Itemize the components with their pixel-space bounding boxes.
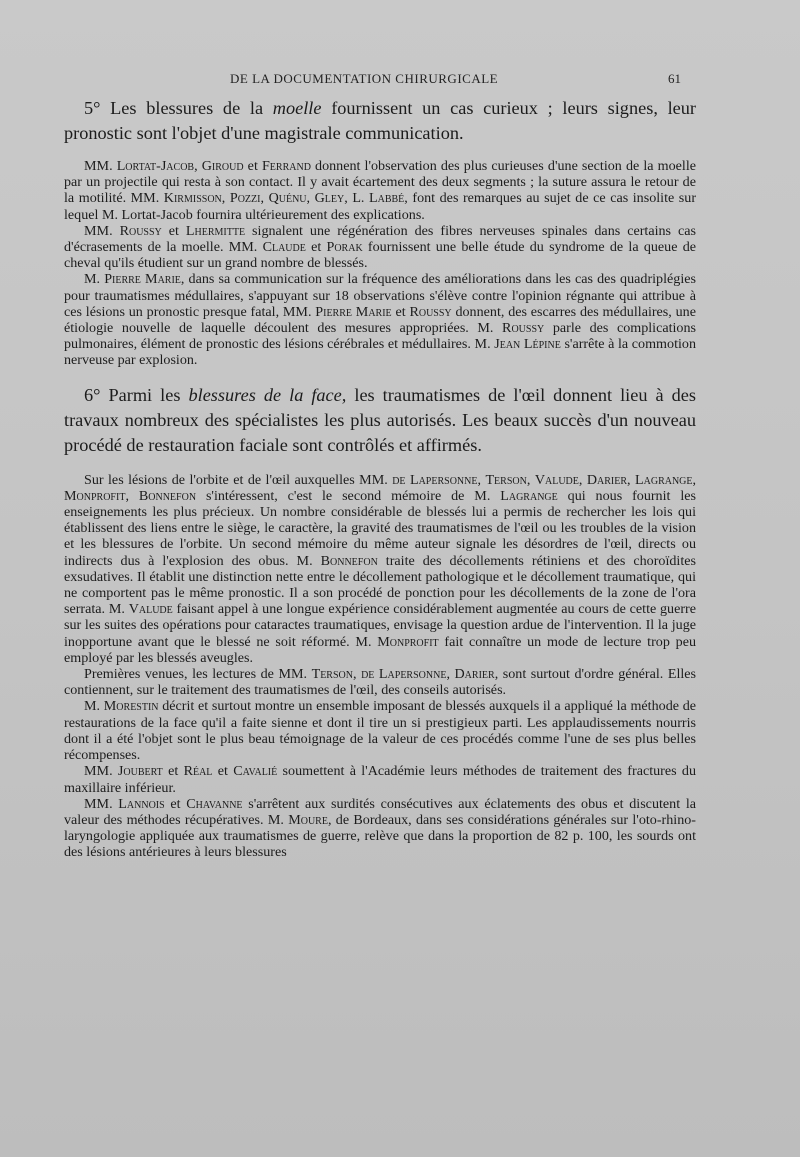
paragraph-morestin: M. Morestin décrit et surtout montre un ensemble imposant de blessés auxquels il a appliqué la méthode de restaurations de la face qu'il a faite sienne et dont il tire un si prestigieux parti. Les applaudissements nourris dont il a été l'objet sont le plus beau témoignage de la valeur de ces procédés comme l'une de ses plus belles récompenses.: [64, 698, 696, 764]
paragraph-lortat-jacob: MM. Lortat-Jacob, Giroud et Ferrand donnent l'observation des plus curieuses d'une section de la moelle par un projectile qui resta à son contact. Il y avait écartement des deux segments ; la suture assura le retour de la motilité. MM. Kirmisson, Pozzi, Quénu, Gley, L. Labbé, font des remarques au sujet de ce cas insolite sur lequel M. Lortat-Jacob fournira ultérieurement des explications.: [64, 158, 697, 223]
running-title: DE LA DOCUMENTATION CHIRURGICALE: [230, 71, 499, 86]
paragraph-roussy-lhermitte: MM. Roussy et Lhermitte signalent une régénération des fibres nerveuses spinales dans certains cas d'écrasements de la moelle. MM. Claude et Porak fournissent une belle étude du syndrome de la queue de cheval qu'ils étudient sur un grand nombre de blessés.: [64, 222, 697, 272]
section-heading-moelle: 5° Les blessures de la moelle fournissent un cas curieux ; leurs signes, leur pronostic sont l'objet d'une magistrale communication.: [64, 98, 696, 143]
page-header: [0, 68, 800, 90]
paragraph-pierre-marie: M. Pierre Marie, dans sa communication sur la fréquence des améliorations dans les cas des quadriplégies pour traumatismes médullaires, s'appuyant sur 18 observations s'élève contre l'opinion régnante qui attribue à ces lésions un pronostic presque fatal, MM. Pierre Marie et Roussy donnent, des escarres des médullaires, une étiologie nouvelle de laquelle découlent des mesures appropriées. M. Roussy parle des complications pulmonaires, élément de pronostic des lésions cérébrales et médullaires. M. Jean Lépine s'arrête à la commotion nerveuse par explosion.: [64, 271, 697, 369]
page-body: [64, 96, 696, 861]
page-number: 61: [668, 71, 681, 86]
paragraph-premieres-venues: Premières venues, les lectures de MM. Terson, de Lapersonne, Darier, sont surtout d'ordre général. Elles contiennent, sur le traitement des traumatismes de l'œil, des conseils autorisés.: [64, 666, 697, 699]
paragraph-joubert-real: MM. Joubert et Réal et Cavalié soumettent à l'Académie leurs méthodes de traitement des fractures du maxillaire inférieur.: [64, 763, 696, 796]
paragraph-orbite-oeil: Sur les lésions de l'orbite et de l'œil auxquelles MM. de Lapersonne, Terson, Valude, Darier, Lagrange, Monprofit, Bonnefon s'intéressent, c'est le second mémoire de M. Lagrange qui nous fournit les enseignements les plus précieux. Un nombre considérable de blessés lui a permis de rechercher les lois qui établissent des liens entre le siège, le caractère, la gravité des traumatismes de l'œil ou les troubles de la vision et les blessures de l'orbite. Un second mémoire du même auteur signale les désordres de l'œil, directs ou indirects dus à l'explosion des obus. M. Bonnefon traite des décollements rétiniens et des choroïdites exsudatives. Il établit une distinction nette entre le décollement pathologique et le décollement traumatique, qui ne comportent pas le même pronostic. Il a son procédé de ponction pour les décollements de la zone de l'ora serrata. M. Valude faisant appel à une longue expérience considérablement augmentée au cours de cette guerre sur les suites des opérations pour cataractes traumatiques, envisage la question ardue de l'intervention. Il la juge inopportune avant que le blessé ne soit réformé. M. Monprofit fait connaître un mode de lecture trop peu employé par les blessés aveugles.: [64, 471, 697, 666]
paragraph-lannois-chavanne: MM. Lannois et Chavanne s'arrêtent aux surdités consécutives aux éclatements des obus et discutent la valeur des méthodes récupératives. M. Moure, de Bordeaux, dans ses considérations générales sur l'oto-rhino-laryngologie appliquée aux traumatismes de guerre, relève que dans la proportion de 82 p. 100, les sourds ont des lésions antérieures à leurs blessures: [64, 795, 696, 861]
section-heading-face: 6° Parmi les blessures de la face, les traumatismes de l'œil donnent lieu à des travaux nombreux des spécialistes les plus autorisés. Les beaux succès d'un nouveau procédé de restauration faciale sont contrôlés et affirmés.: [64, 384, 696, 455]
